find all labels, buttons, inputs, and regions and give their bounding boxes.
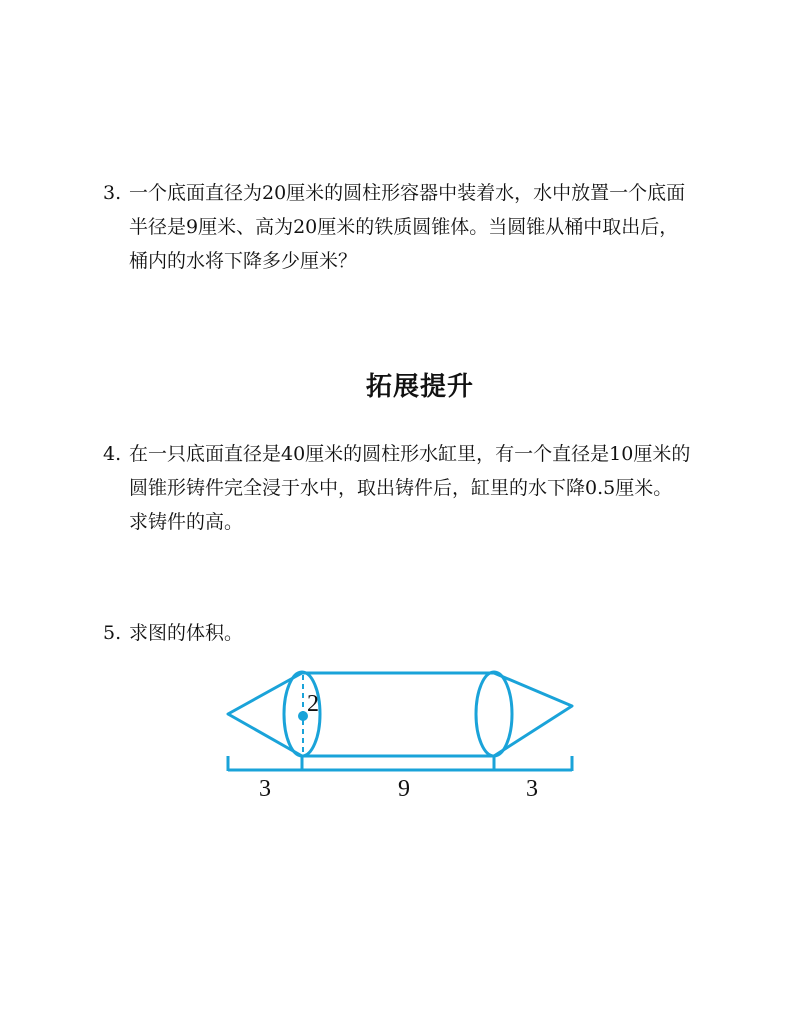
left-cone [228, 673, 302, 756]
right-cylinder-base [476, 672, 512, 756]
problem-4-number: 4. [103, 443, 122, 465]
problem-3-line-2: 半径是9厘米、高为20厘米的铁质圆锥体。当圆锥从桶中取出后， [129, 216, 679, 238]
problem-4-line-3: 求铸件的高。 [129, 511, 244, 533]
problem-3-number: 3. [103, 182, 122, 204]
section-title: 拓展提升 [365, 372, 474, 402]
left-cone-length-label: 3 [259, 776, 271, 802]
cylinder-length-label: 9 [398, 776, 410, 802]
problem-3-line-3: 桶内的水将下降多少厘米？ [129, 250, 358, 272]
problem-3-text-1: 一个底面直径为20厘米的圆柱形容器中装着水，水中放置一个底面 [129, 182, 686, 204]
problem-5-text: 求图的体积。 [129, 622, 244, 644]
radius-label: 2 [307, 691, 319, 717]
problem-4-line-2: 圆锥形铸件完全浸于水中，取出铸件后，缸里的水下降0.5厘米。 [129, 477, 673, 499]
problem-4-text-1: 在一只底面直径是40厘米的圆柱形水缸里，有一个直径是10厘米的 [129, 443, 691, 465]
right-cone-length-label: 3 [526, 776, 538, 802]
problem-5-number: 5. [103, 622, 122, 644]
figure-outline [228, 672, 572, 771]
